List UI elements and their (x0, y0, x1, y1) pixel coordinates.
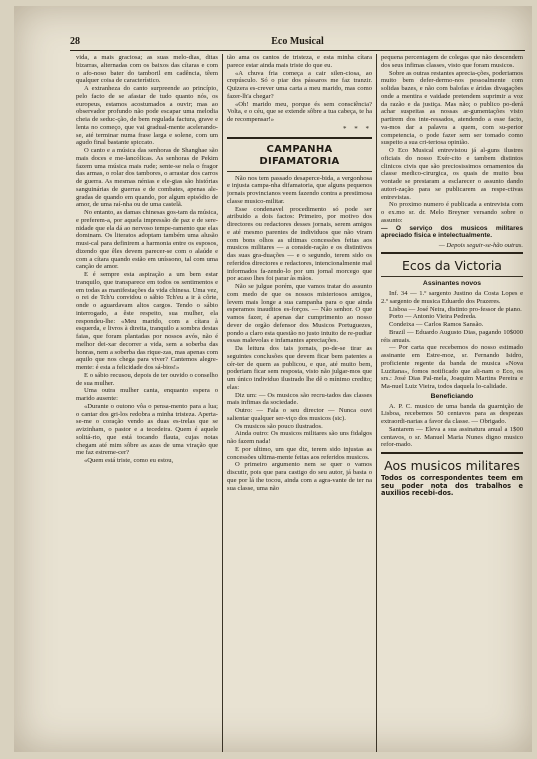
list-item: Santarem — Eleva a sua assinatura anual a 1$00 centavos, o sr. Manuel Maria Nunes digno musico refor-mado. (381, 425, 523, 449)
column-1 (76, 54, 218, 754)
paragraph: «Quem está triste, como eu estou, (84, 457, 174, 464)
closing-note: — Depois seguir-se-hão outras. (438, 241, 523, 249)
paragraph: Sobre as outras restantes aprecia-ções, poderiamos muito bem defer-dermo-nos pessoalmente com solidas bazes, e não com balofas e áridas divagações onde a mentira e vaidade pretendem suprimir a voz da razão e da justiça. Mas não; o publico po-derá achar suspeitas as nossas ar-gumentações visto partirem dos inte-ressados, atendendo a esse facto, va-mos dar a palavra a quem, com su-perior competencia, o pode fazer sem ser tomado como suspeito a sua cri-teriosa opinião. (381, 69, 523, 147)
paragraph: E é sempre esta aspiração a um bem estar tranquilo, que transparece em todos os sentimentos e em todas as manifestações da vida chinesa. Uma vez, o rei de Tch'u convidou o sábio Tch'eu a ir à côrte, onde o aguardavam altos cargos. Tendo o sábio interrogado, a êste respeito, sua mulher, ela respondeu-lhe: «Meu marido, com a cítara à esquerda, e livros à direita, tranquilo a sombra destas faias, que foram plantadas por nossos avós, não é melhor dei-xar decorrer a vida, sem a soberba das honras, nem a soberba das rique-zas, mas apenas com aquilo que nos chega para viver? Cantemos alegre-mente: é esta a felicidade dos sá-bios!» (76, 271, 218, 371)
notice-text: Todos os correspondentes teem em seu poder nota dos trabalhos e auxilios recebi-dos. (381, 474, 523, 498)
list-item: Brazil — Eduardo Augusto Dias, pagando 10$000 réis anuais. (381, 328, 523, 344)
column-divider (222, 54, 223, 752)
paragraph: vida, a mais graciosa; as suas melo-dias, ditas bizarras, alternadas com os baixos das cítaras e com o afo-noso bater do tamboril em cadência, têem qualquer coisa de característico. (76, 54, 218, 85)
paragraph: tão ama os cantos de tristeza, e esta minha cítara parece estar ainda mais triste do que eu. (227, 54, 372, 69)
divider (227, 137, 372, 139)
subsection-heading: Beneficiando (430, 392, 474, 400)
column-2 (227, 54, 372, 754)
paragraph: Não se julgue porém, que vamos tratar do assunto com medo de que os nossos misteriosos amigos, levem mais longe a sua campanha para o que ainda esperamos inauditos es-forços. — Não senhor. O que vamos fazer, é apenas dar cumprimento ao nosso dever de orgão defensor dos Musicos Portuguezes, pondo a claro esta questão no justo intuito de re-pudiar essas malevolas e infamantes apreciações. (227, 283, 372, 345)
paragraph: Ainda outro: Os musicos militares são uns fidalgos não fazem nada! (227, 430, 372, 445)
paragraph: No entanto, as damas chinesas gos-tam da música, e preferem-a, por aquela impressão de paz e de sere-nidade que ela dá ao nervoso tempe-ramento que elas dominam. Os literatos adoptam também uma alusão musi-cal para definirem a harmonia entre os esposos, dizendo que êles devem parecer-se com o alaúde e com a cítara quando estão em uníssono, tal com uma canção de amor. (76, 209, 218, 271)
section-headline: Aos musicos militares (384, 458, 520, 474)
section-headline: Ecos da Victoria (402, 258, 502, 274)
paragraph: O Eco Musical entrevistou já al-guns ilustres oficiais do nosso Exér-cito e tambem distintos clinicos civis que são preciosissimos ornamentos da classe medico-cirurgica, os quais de muito boa vontade se prestaram a esclarecer o assunto dando autori-zação para se publicarem as respe-ctivas entrevistas. (381, 147, 523, 201)
list-item: Lisboa — José Neira, distinto pro-fessor de piano. (389, 305, 522, 313)
divider (381, 276, 523, 277)
list-item: Inf. 34 — 1.º sargento Justino da Costa Lopes e 2.º sargento de musica Eduardo dos Prazeres. (381, 290, 523, 305)
paragraph: Esse condenavel procedimento só pode ser atribuido a dois factos: Primeiro, por motivo dos directores ou redactores desses jornais, serem amigos e até mesmo parentes de individuos que não viram com bons olhos as ultimas concessões feitas aos musicos militares — a conside-ração e os distintivos das suas gra-duações — e o segundo, terem sido os referidos directores e redactores, intencionalmente mal informados fa-zendo-lo por um jornal morcego que por acaso lhes foi parar às mãos. (227, 205, 372, 283)
paragraph: Outro: — Fala o seu director — Nunca ouvi salientar qualquer ser-viço dos musicos (sic). (227, 407, 372, 422)
paragraph: «Oh! marido meu, porque és sem consciência? Volta, e o céu, que se extende sôbre a tua cabeça, te ha de recompensar!» (227, 100, 372, 123)
paragraph: Da leitura dos tais jornais, po-de-se tirar as seguintes conclusões que devem ficar bem patentes a cér-ter de quem as publicou, e que, até muito bem, poderiam ficar sem resposta, visto não julgar-mos que um único individuo ilustrado lhe dê o mínimo credito; elas: (227, 345, 372, 391)
divider (381, 252, 523, 254)
paragraph: No proximo numero é publicada a entrevista com o ex.mo sr. dr. Melo Breyner versando sobre o assunto: (381, 201, 523, 224)
paragraph: O primeiro argumento nem se quer o vamos discutir, pois que para castigo do seu autor, já basta o que por lá ihe tocou, ainda com a agra-vante de ter na sua classe, uma não (227, 461, 372, 492)
column-3 (381, 54, 523, 754)
paragraph: E o sábio recusou, depois de ter ouvido o conselho de sua mulher. (76, 371, 218, 387)
divider (381, 452, 523, 454)
list-item: Condeixa — Carlos Ramos Sansão. (389, 321, 484, 329)
featured-topic: — O serviço dos musicos militares apreciado fisica e intelectualmente. (381, 224, 523, 240)
paragraph: E por ultimo, um que diz, terem sido injustas as concessões ultima-mente feitas aos referidos musicos. (227, 445, 372, 461)
paragraph: pequena percentagem de colegas que não descendem dos seus infimas classes, visto que foram musicos. (381, 54, 523, 69)
paragraph: Não nos tem passado desaperce-bida, a vergonhosa e injusta campa-nha difamatoria, que alguns pequenos jornais provincianos veem fazendo contra a prestimosa classe musico-militar. (227, 174, 372, 205)
paragraph: Diz um: — Os musicos são recru-tados das classes mais infimas da sociedade. (227, 391, 372, 407)
article-headline: CAMPANHA DIFAMATORIA (259, 143, 340, 167)
paragraph: Os musicos são pouco ilustrados. (235, 422, 323, 430)
list-item: Porto — Antonio Vieira Pedreda. (389, 313, 477, 321)
list-item: — Por carta que recebemos do nosso estimado assinante em Estre-moz, sr. Fernando Isidro, proficiente regente da banda de musica «Nova Luzitana», fomos notificado que ali-nam o Eco, os srs.: José Dias Pal-mela, Joaquim Martins Pereira e Ma-nuel Luiz Vieira, todos daquela lo-calidade. (381, 344, 523, 391)
page-header-title: Eco Musical (271, 36, 324, 47)
page-header (70, 36, 525, 51)
column-divider (376, 54, 377, 752)
section-separator: * * * (343, 124, 372, 133)
paragraph: «Durante o outono vôa o pensa-mento para a lua; o cantar dos gri-los redobra a minha tristeza. Aperta-se-me o coração vendo as duas es-trelas que se avizinham, o pastor e a tecedeira. Quem é aquele solitá-rio, que está tocando flauta, cujas notas chegam até mim sôbre as azas de uma viração que me faz estreme-cer? (76, 402, 218, 457)
paragraph: O canto e a música das senhoras de Shanghae são mais doces e me-lancólicas. As senhoras de Pekim fazem uma música mais rude; sente-se nela o fragor das armas, o rolar dos tambores, o arrastar dos carros de guerra. As mesmas nénias e ele-gias são histórias sanguinárias de guerras e de combates, apenas ale-gradas de quando em quando, por algum episódio de amor, de uma raí-nha ou de uma castelã. (76, 147, 218, 209)
paragraph: A extranheza do canto surpreende ao princípio, pelo facto de se afastar de tudo quanto nós, os europeus, estamos acostumados a ouvir; mas ao observador profundo não pode escapar uma melodia cheia de seduc-ção, de bem regulada factura, grave e lenta no começo, que vai gradual-mente acelerando-se, até terminar numa frase larga e solene, com um agudo final bastante spiccato. (76, 85, 218, 147)
divider (227, 171, 372, 172)
paragraph: Uma outra mulher canta, enquanto espera o marido ausente: (76, 387, 218, 402)
list-item: A. P. C. musico de uma banda da guarnição de Lisboa, recebemos 50 centavos para as despezas extraordi-narias a favor da classe. — Obrigado. (381, 402, 523, 426)
paragraph: «A chuva fria começa a cair silen-ciosa, ao crepúsculo. Só o piar dos pássaros me faz tranzir. Quizera es-crever uma carta a meu marido, mas como fazer-lh'a chegar? (227, 69, 372, 100)
page-number: 28 (70, 36, 80, 47)
subsection-heading: Assinantes novos (422, 280, 482, 288)
